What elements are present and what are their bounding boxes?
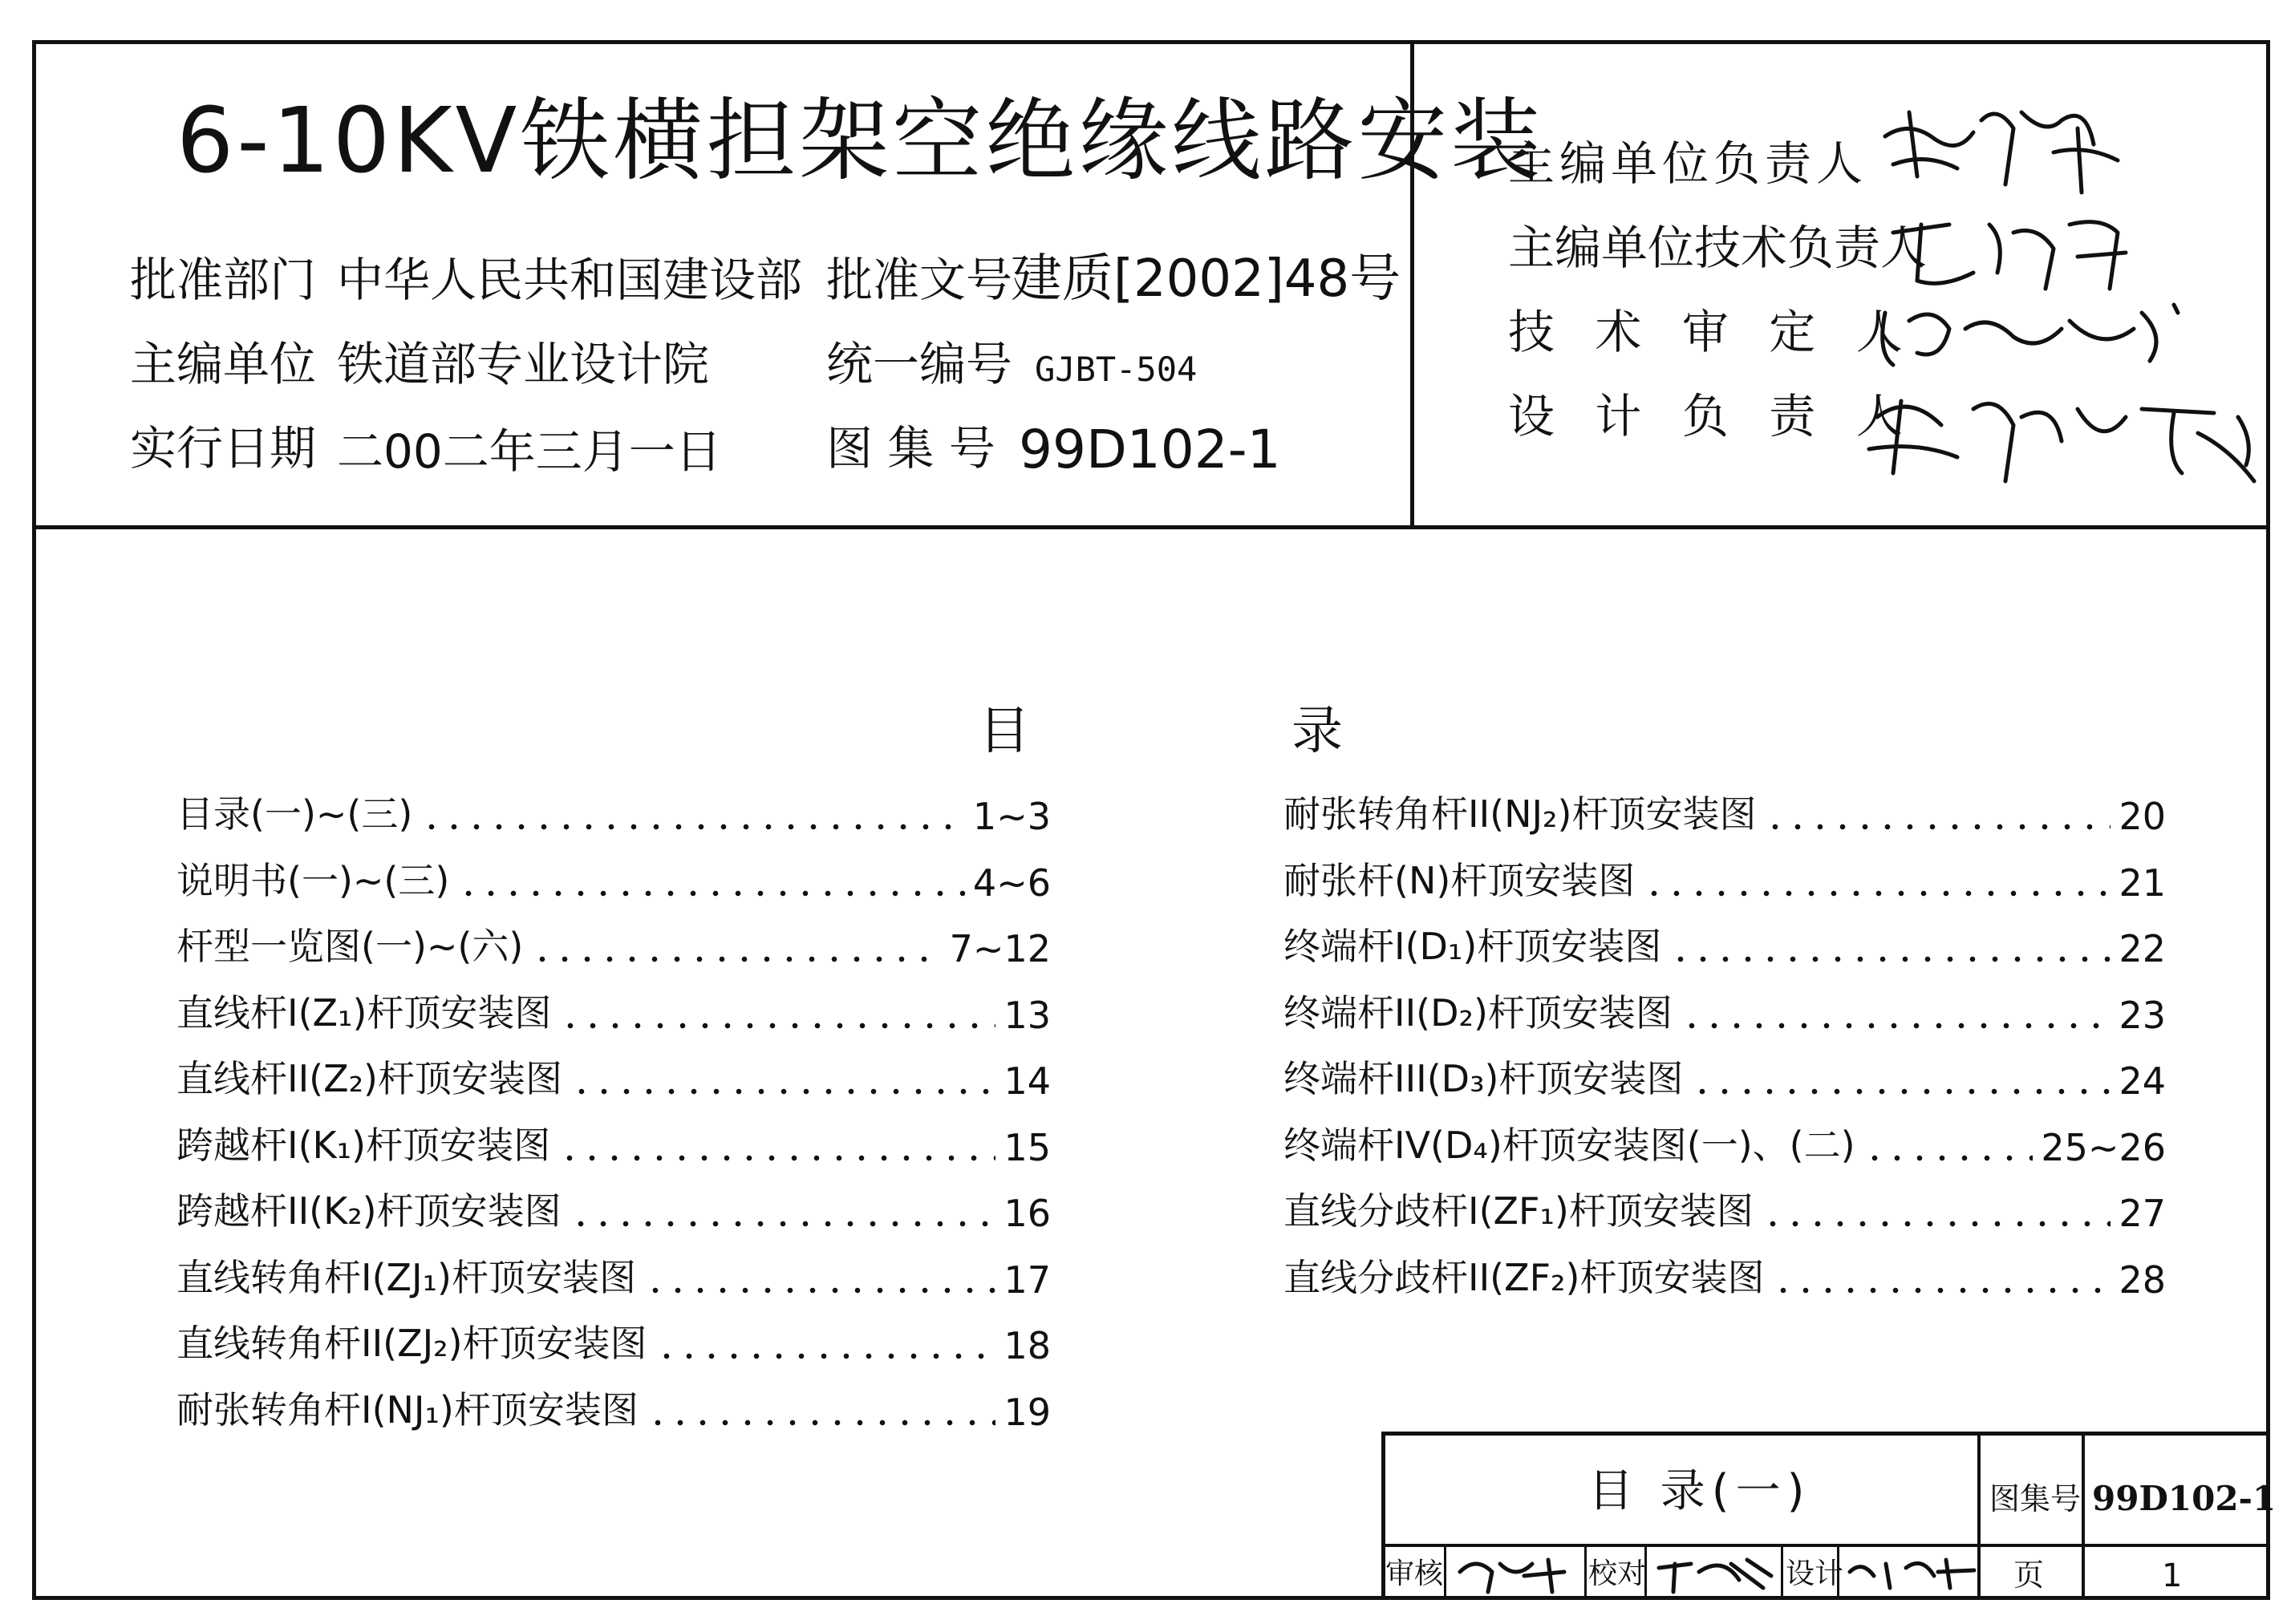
check-label: 校对	[1588, 1557, 1647, 1590]
toc-entry-page: 15	[1004, 1125, 1051, 1169]
toc-entry-title: 直线杆II(Z₂)杆顶安装图	[176, 1057, 562, 1100]
editor-unit-label: 主编单位	[130, 337, 317, 391]
toc-entry-title: 终端杆III(D₃)杆顶安装图	[1283, 1057, 1684, 1100]
toc-entry	[176, 922, 1051, 970]
toc-leader-dots	[457, 890, 965, 897]
check-signature	[1651, 1548, 1779, 1596]
toc-entry-page: 21	[2119, 861, 2166, 905]
toc-entry-title: 跨越杆I(K₁)杆顶安装图	[176, 1123, 551, 1167]
toc-entry	[176, 1386, 1051, 1434]
toc-entry-title: 耐张转角杆I(NJ₁)杆顶安装图	[176, 1387, 639, 1432]
sig-row4-label: 设 计 负 责 人	[1508, 389, 1916, 443]
toc-leader-dots	[1764, 824, 2111, 830]
toc-entry-title: 杆型一览图(一)~(六)	[176, 925, 524, 968]
toc-entry-page: 13	[1004, 993, 1051, 1037]
toc-entry-page: 16	[1004, 1192, 1051, 1235]
toc-entry-page: 24	[2119, 1059, 2166, 1103]
effective-date-value: 二00二年三月一日	[337, 424, 722, 479]
header-divider	[32, 525, 2270, 529]
toc-leader-dots	[531, 956, 941, 962]
toc-entry-page: 4~6	[972, 861, 1051, 905]
atlas-title: 6-10KV铁横担架空绝缘线路安装	[176, 89, 1544, 193]
approval-dept-label: 批准部门	[130, 253, 317, 307]
approval-doc-value: 建质[2002]48号	[1011, 249, 1401, 309]
toc-leader-dots	[655, 1353, 996, 1359]
unified-no-label: 统一编号	[826, 337, 1013, 391]
page-label: 页	[2013, 1557, 2045, 1593]
toc-entry	[1283, 1253, 2166, 1302]
toc-entry	[176, 790, 1051, 838]
toc-entry-page: 20	[2119, 795, 2166, 838]
atlas-no-value: 99D102-1	[1019, 419, 1281, 480]
toc-entry-page: 1~3	[972, 795, 1051, 838]
toc-entry	[1283, 790, 2166, 838]
toc-entry	[1283, 989, 2166, 1037]
toc-entry	[176, 1055, 1051, 1103]
toc-entry-title: 直线杆I(Z₁)杆顶安装图	[176, 990, 552, 1035]
title-block-hline	[1381, 1544, 2270, 1547]
sheet-title: 目 录(一)	[1588, 1465, 1811, 1517]
signature-1	[1877, 88, 2134, 200]
toc-entry-title: 耐张转角杆II(NJ₂)杆顶安装图	[1283, 792, 1757, 836]
toc-entry-title: 说明书(一)~(三)	[176, 858, 450, 902]
title-block-vline-review	[1444, 1544, 1446, 1600]
review-label: 审核	[1385, 1557, 1444, 1590]
unified-no-value: GJBT-504	[1035, 350, 1198, 389]
sig-row3-label: 技 术 审 定 人	[1508, 305, 1916, 359]
approval-doc-label: 批准文号	[826, 253, 1013, 307]
toc-leader-dots	[1691, 1088, 2111, 1095]
review-signature	[1452, 1548, 1580, 1596]
toc-entry	[176, 1121, 1051, 1169]
toc-entry-page: 7~12	[949, 927, 1051, 970]
toc-entry-title: 直线分歧杆I(ZF₁)杆顶安装图	[1283, 1189, 1754, 1233]
toc-entry-title: 目录(一)~(三)	[176, 792, 413, 836]
toc-entry-page: 27	[2119, 1192, 2166, 1235]
design-signature	[1842, 1548, 1978, 1596]
page-number: 1	[2162, 1557, 2183, 1594]
toc-entry-page: 18	[1004, 1324, 1051, 1367]
title-block-vline-2	[2082, 1432, 2085, 1600]
signature-4	[1861, 369, 2262, 497]
toc-entry	[176, 1187, 1051, 1235]
title-block-vline-design	[1781, 1544, 1783, 1600]
toc-leader-dots	[570, 1088, 995, 1095]
atlas-no-value-tb: 99D102-1	[2092, 1479, 2277, 1518]
toc-leader-dots	[558, 1155, 995, 1161]
signature-3	[1869, 289, 2190, 377]
toc-entry	[176, 1319, 1051, 1367]
toc-leader-dots	[1643, 890, 2111, 897]
approval-dept-value: 中华人民共和国建设部	[337, 253, 803, 307]
toc-entry-title: 直线分歧杆II(ZF₂)杆顶安装图	[1283, 1255, 1765, 1299]
toc-entry	[176, 989, 1051, 1037]
sig-row2-label: 主编单位技术负责人	[1508, 221, 1928, 275]
toc-entry-page: 25~26	[2041, 1125, 2166, 1169]
toc-entry-title: 直线转角杆II(ZJ₂)杆顶安装图	[176, 1322, 647, 1365]
toc-entry	[1283, 857, 2166, 905]
toc-entry-page: 14	[1004, 1059, 1051, 1103]
toc-entry	[1283, 1121, 2166, 1169]
toc-leader-dots	[1762, 1221, 2111, 1227]
toc-leader-dots	[570, 1221, 996, 1227]
toc-leader-dots	[1772, 1287, 2111, 1294]
toc-entry	[1283, 1055, 2166, 1103]
toc-entry-title: 耐张杆(N)杆顶安装图	[1283, 858, 1636, 902]
toc-leader-dots	[647, 1419, 996, 1426]
toc-leader-dots	[1863, 1155, 2033, 1161]
toc-entry-title: 终端杆IV(D₄)杆顶安装图(一)、(二)	[1283, 1123, 1855, 1167]
editor-unit-value: 铁道部专业设计院	[337, 337, 710, 391]
toc-leader-dots	[420, 824, 965, 830]
atlas-no-label-tb: 图集号	[1989, 1481, 2082, 1517]
toc-entry-page: 23	[2119, 993, 2166, 1037]
toc-entry	[176, 857, 1051, 905]
toc-entry-page: 19	[1004, 1390, 1051, 1434]
toc-heading-right: 录	[1291, 702, 1343, 761]
toc-leader-dots	[644, 1287, 995, 1294]
toc-entry-page: 22	[2119, 927, 2166, 970]
toc-entry-title: 跨越杆II(K₂)杆顶安装图	[176, 1189, 562, 1233]
toc-entry	[1283, 922, 2166, 970]
effective-date-label: 实行日期	[130, 421, 317, 476]
design-label: 设计	[1786, 1557, 1844, 1590]
sig-row1-label: 主编单位负责人	[1508, 136, 1868, 191]
toc-entry-title: 终端杆I(D₁)杆顶安装图	[1283, 925, 1662, 968]
toc-heading-left: 目	[979, 702, 1030, 761]
toc-entry	[1283, 1187, 2166, 1235]
toc-leader-dots	[1681, 1023, 2111, 1029]
toc-entry-title: 终端杆II(D₂)杆顶安装图	[1283, 990, 1673, 1035]
atlas-no-label: 图 集 号	[826, 421, 995, 476]
toc-entry-title: 直线转角杆I(ZJ₁)杆顶安装图	[176, 1255, 636, 1299]
toc-entry-page: 17	[1004, 1257, 1051, 1302]
title-block-vline-check	[1584, 1544, 1587, 1600]
toc-entry	[176, 1253, 1051, 1302]
toc-leader-dots	[559, 1023, 995, 1029]
toc-entry-page: 28	[2119, 1257, 2166, 1302]
toc-leader-dots	[1669, 956, 2111, 962]
